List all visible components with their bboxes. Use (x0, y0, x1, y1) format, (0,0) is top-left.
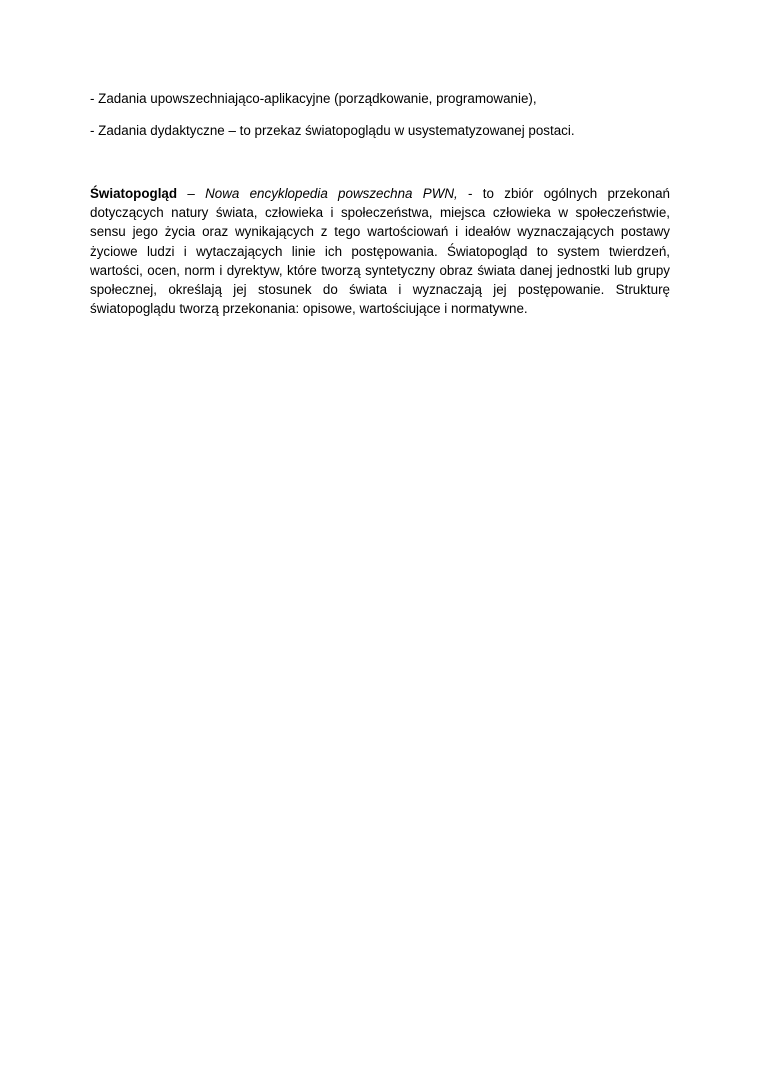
definition-dash: – (177, 186, 206, 201)
definition-source: Nowa encyklopedia powszechna PWN, (205, 186, 458, 201)
list-item-tasks-didactic: - Zadania dydaktyczne – to przekaz światopoglądu w usystematyzowanej postaci. (90, 123, 575, 138)
definition-paragraph (90, 184, 670, 318)
list-item-tasks-application: - Zadania upowszechniająco-aplikacyjne (porządkowanie, programowanie), (90, 91, 537, 106)
definition-body: - to zbiór ogólnych przekonań dotyczących natury świata, człowieka i społeczeństwa, miejsca człowieka w społeczeństwie, sensu jego życia oraz wynikających z tego wartościowań i ideałów wyznaczających postawy życiowe ludzi i wytaczających linie ich postępowania. Światopogląd to system twierdzeń, wartości, ocen, norm i dyrektyw, które tworzą syntetyczny obraz świata danej jednostki lub grupy społecznej, określają jej stosunek do świata i wyznaczają jej postępowanie. Strukturę światopoglądu tworzą przekonania: opisowe, wartościujące i normatywne. (90, 186, 671, 317)
definition-term: Światopogląd (90, 186, 178, 201)
